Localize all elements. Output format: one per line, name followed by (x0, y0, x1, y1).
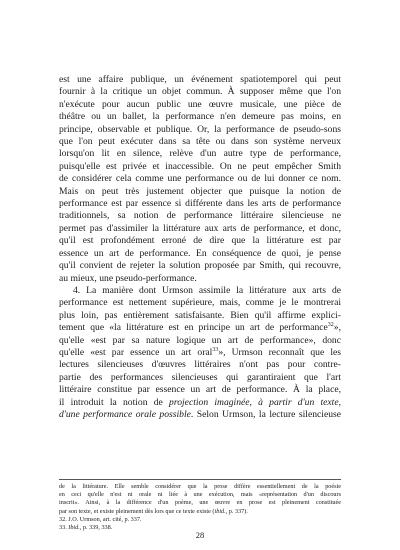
italic-segment: projection imaginée, à partir d'un texte, (169, 396, 341, 408)
text-line: performance est nettement supérieure, mais, comme je le montrerai (59, 297, 341, 309)
text-line: littéraire constitue par essence un art de performance. À la place, (59, 384, 341, 396)
paragraph-2 (59, 285, 341, 421)
text-line: performance est par essence si différente dans les arts de performance (59, 198, 341, 210)
main-text (59, 74, 341, 421)
italic-segment: ibid. (214, 507, 226, 515)
text-line: lectures silencieuses d'œuvres littéraires n'ont pas pour contre- (59, 359, 341, 371)
text-line: fournir à la critique un objet commun. À supposer même que l'on (59, 86, 341, 98)
italic-segment: Ibid. (68, 524, 80, 532)
text-line: permet pas d'assimiler la littérature aux arts de performance, et donc, (59, 222, 341, 234)
footnote-line: en ceci qu'elle n'est ni orale ni liée à une exécution, mais «représentation d'un discours (59, 491, 341, 499)
footnote-separator (59, 479, 341, 480)
text-line: théâtre ou un ballet, la performance n'en demeure pas moins, en (59, 111, 341, 123)
footnote-line: de la littérature. Elle semble considérer que la prose diffère essentiellement de la poésie (59, 483, 341, 490)
text-line (59, 397, 341, 409)
text-line: traditionnels, sa notion de performance littéraire silencieuse ne (59, 210, 341, 222)
text-line: lorsqu'on lit en silence, relève d'un autre type de performance, (59, 148, 341, 160)
text-line: plus loin, pas entièrement satisfaisante. Bien qu'il affirme explici- (59, 309, 341, 321)
text-line: qu'elle «est par sa nature logique un art de performance», donc (59, 334, 341, 346)
text-line (59, 347, 341, 359)
italic-segment: d'une performance orale possible (59, 408, 191, 420)
text-line: qu'il est profondément erroné de dire que la littérature est par (59, 235, 341, 247)
text-line: est une affaire publique, un événement spatiotemporel qui peut (59, 74, 341, 85)
text-line: qu'il convient de rejeter la solution proposée par Smith, qui recouvre, (59, 260, 341, 272)
text-segment: », (333, 322, 341, 334)
text-segment: il introduit la notion de (59, 396, 170, 408)
text-segment: qu'elle «est par essence un art oral (59, 346, 213, 358)
text-segment: . Selon Urmson, la lecture silencieuse (190, 408, 341, 420)
text-segment: », Urmson reconnaît que les (218, 346, 341, 358)
text-line: puisqu'elle est privée et inaccessible. On ne peut empêcher Smith (59, 160, 341, 172)
text-segment: tement que «la littérature est en principe un art de performance (59, 322, 328, 334)
text-segment: 33. (59, 524, 69, 532)
text-line: de considérer cela comme une performance ou de lui donner ce nom. (59, 173, 341, 185)
paragraph-1 (59, 74, 341, 285)
footnote-32: 32. J.O. Urmson, art. cité, p. 337. (59, 515, 142, 523)
text-line: principe, observable et publique. Or, la performance de pseudo-sons (59, 123, 341, 135)
text-line: au mieux, une pseudo-performance. (59, 272, 197, 284)
footnote-line: inscrit». Ainsi, à la différence d'un poème, une œuvre en prose est pleinement constituée (59, 499, 341, 507)
text-segment: par son texte, et existe pleinement dès lors que ce texte existe ( (59, 507, 215, 515)
text-line: Mais on peut très justement objecter que puisque la notion de (59, 185, 341, 197)
text-segment: , p. 337). (225, 507, 248, 515)
text-line: 4. La manière dont Urmson assimile la littérature aux arts de (73, 284, 341, 296)
text-segment: , p. 339, 338. (79, 524, 113, 532)
text-line (59, 322, 341, 334)
text-line: partie des performances silencieuses qui garantiraient que l'art (59, 371, 341, 383)
text-line: que l'on peut exécuter dans sa tête ou dans son système nerveux (59, 136, 341, 148)
page-number: 28 (195, 530, 205, 540)
text-line (59, 409, 341, 421)
footnote-ref-32[interactable]: 32 (327, 321, 334, 328)
footnote-line (59, 508, 341, 516)
footnote-continuation (59, 483, 341, 516)
footnote-ref-33[interactable]: 33 (212, 346, 219, 353)
footnotes (59, 483, 341, 532)
text-line: essence un art de performance. En conséquence de quoi, je pense (59, 247, 341, 259)
text-line: n'exécute pour aucun public une œuvre musicale, une pièce de (59, 98, 341, 110)
